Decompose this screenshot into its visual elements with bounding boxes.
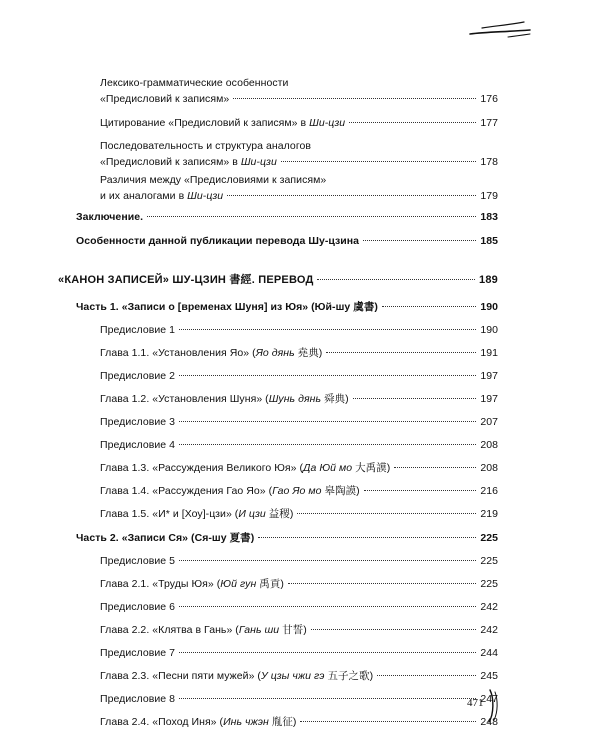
toc-page-number: 219 — [480, 508, 498, 520]
dot-leader — [179, 698, 476, 699]
toc-entry-title: Предисловие 2 — [100, 370, 176, 382]
toc-entry — [100, 668, 498, 684]
toc-entry — [100, 115, 498, 131]
toc-page-number: 191 — [480, 347, 498, 359]
toc-entry-title: Часть 2. «Записи Ся» (Ся-шу 夏書) — [76, 532, 255, 544]
footer-ornament-icon — [486, 688, 500, 724]
toc-entry-title: «Предисловий к записям» — [100, 93, 230, 105]
toc-entry-title: Глава 1.2. «Установления Шуня» (Шунь дянь 舜典) — [100, 393, 349, 405]
toc-entry — [100, 506, 498, 522]
toc-entry — [100, 483, 498, 499]
dot-leader — [349, 122, 476, 123]
toc-entry-title: и их аналогами в Ши-цзи — [100, 190, 224, 202]
toc-entry-title: Особенности данной публикации перевода Шу-цзина — [76, 235, 360, 247]
toc-entry-title: Глава 2.1. «Труды Юя» (Юй гун 禹貢) — [100, 578, 284, 590]
toc-entry-title: Глава 1.4. «Рассуждения Гао Яо» (Гао Яо мо 皋陶謨) — [100, 485, 360, 497]
toc-page-number: 208 — [480, 439, 498, 451]
toc-entry-title: Различия между «Предисловиями к записям» — [100, 174, 327, 186]
toc-entry-title: Глава 1.3. «Рассуждения Великого Юя» (Да Юй мо 大禹謨) — [100, 462, 391, 474]
toc-page-number: 178 — [480, 156, 498, 168]
dot-leader — [297, 513, 476, 514]
toc-entry — [100, 576, 498, 592]
toc-entry-title: Часть 1. «Записи о [временах Шуня] из Юя» (Юй-шу 虞書) — [76, 301, 378, 313]
toc-entry — [100, 691, 498, 707]
dot-leader — [179, 421, 476, 422]
dot-leader — [227, 195, 476, 196]
toc-entry-title: Предисловие 8 — [100, 693, 176, 705]
toc-page-number: 190 — [480, 324, 498, 336]
page-number: 471 — [467, 697, 484, 709]
toc-page-number: 177 — [480, 117, 498, 129]
toc-entry-title: Цитирование «Предисловий к записям» в Ши-цзи — [100, 117, 346, 129]
dot-leader — [300, 721, 476, 722]
toc-page-number: 190 — [480, 301, 498, 313]
toc-entry-title: Предисловие 6 — [100, 601, 176, 613]
dot-leader — [288, 583, 476, 584]
dot-leader — [233, 98, 476, 99]
toc-page-number: 244 — [480, 647, 498, 659]
toc-entry — [100, 368, 498, 384]
toc-page-number: 207 — [480, 416, 498, 428]
dot-leader — [377, 675, 476, 676]
toc-entry-title: Предисловие 1 — [100, 324, 176, 336]
toc-entry-title: Предисловие 7 — [100, 647, 176, 659]
dot-leader — [147, 216, 476, 217]
toc-entry-title: Предисловие 5 — [100, 555, 176, 567]
toc-page-number: 216 — [480, 485, 498, 497]
toc-entry — [100, 345, 498, 361]
toc-page-number: 179 — [480, 190, 498, 202]
dot-leader — [326, 352, 476, 353]
toc-page-number: 197 — [480, 393, 498, 405]
toc-page-number: 176 — [480, 93, 498, 105]
dot-leader — [281, 161, 476, 162]
toc-page-number: 225 — [480, 555, 498, 567]
toc-page-number: 225 — [480, 578, 498, 590]
toc-page-number: 197 — [480, 370, 498, 382]
dot-leader — [353, 398, 477, 399]
toc-entry-title: Глава 2.4. «Поход Иня» (Инь чжэн 胤征) — [100, 716, 297, 728]
toc-page-number: 248 — [480, 716, 498, 728]
toc-page-number: 185 — [480, 235, 498, 247]
dot-leader — [382, 306, 476, 307]
dot-leader — [179, 375, 476, 376]
toc-entry — [100, 414, 498, 430]
toc-entry-title: Предисловие 4 — [100, 439, 176, 451]
toc-entry — [100, 322, 498, 338]
toc-entry-part-2 — [76, 530, 498, 546]
toc-entry — [100, 599, 498, 615]
dot-leader — [317, 279, 475, 280]
toc-entry-part-1 — [76, 299, 498, 315]
toc-entry-title: «Предисловий к записям» в Ши-цзи — [100, 156, 277, 168]
toc-entry-title: Глава 1.1. «Установления Яо» (Яо дянь 堯典) — [100, 347, 323, 359]
dot-leader — [394, 467, 476, 468]
toc-entry — [100, 75, 498, 107]
toc-entry-title: «КАНОН ЗАПИСЕЙ» ШУ-ЦЗИН 書經. ПЕРЕВОД — [58, 274, 314, 286]
dot-leader — [179, 560, 476, 561]
toc-page-number: 242 — [480, 601, 498, 613]
toc-entry-conclusion — [76, 209, 498, 225]
toc-page-number: 247 — [480, 693, 498, 705]
toc-page-number: 208 — [480, 462, 498, 474]
toc-entry — [100, 437, 498, 453]
toc-page-number: 189 — [479, 274, 498, 286]
header-ornament-icon — [468, 18, 532, 40]
toc-entry — [100, 460, 498, 476]
dot-leader — [179, 329, 476, 330]
toc-entry — [100, 714, 498, 730]
toc-entry-title: Предисловие 3 — [100, 416, 176, 428]
toc-page-number: 183 — [480, 211, 498, 223]
toc-entry-publication-notes — [76, 233, 498, 249]
toc-entry — [100, 553, 498, 569]
toc-entry — [100, 622, 498, 638]
toc-page-number: 242 — [480, 624, 498, 636]
dot-leader — [179, 444, 476, 445]
toc-page-number: 245 — [480, 670, 498, 682]
toc-entry-title: Последовательность и структура аналогов — [100, 140, 311, 152]
toc-entry — [100, 645, 498, 661]
toc-entry — [100, 138, 498, 170]
dot-leader — [179, 606, 476, 607]
toc-entry-title: Глава 1.5. «И* и [Хоу]-цзи» (И цзи 益稷) — [100, 508, 294, 520]
dot-leader — [363, 240, 476, 241]
dot-leader — [258, 537, 476, 538]
toc-entry — [100, 172, 498, 204]
toc-entry-title: Глава 2.2. «Клятва в Гань» (Гань ши 甘誓) — [100, 624, 307, 636]
dot-leader — [364, 490, 477, 491]
dot-leader — [311, 629, 477, 630]
dot-leader — [179, 652, 476, 653]
toc-entry-translation-heading — [58, 272, 498, 288]
toc-entry-title: Лексико-грамматические особенности — [100, 77, 289, 89]
toc-page-number: 225 — [480, 532, 498, 544]
toc-entry — [100, 391, 498, 407]
toc-entry-title: Глава 2.3. «Песни пяти мужей» (У цзы чжи гэ 五子之歌) — [100, 670, 374, 682]
toc-entry-title: Заключение. — [76, 211, 144, 223]
